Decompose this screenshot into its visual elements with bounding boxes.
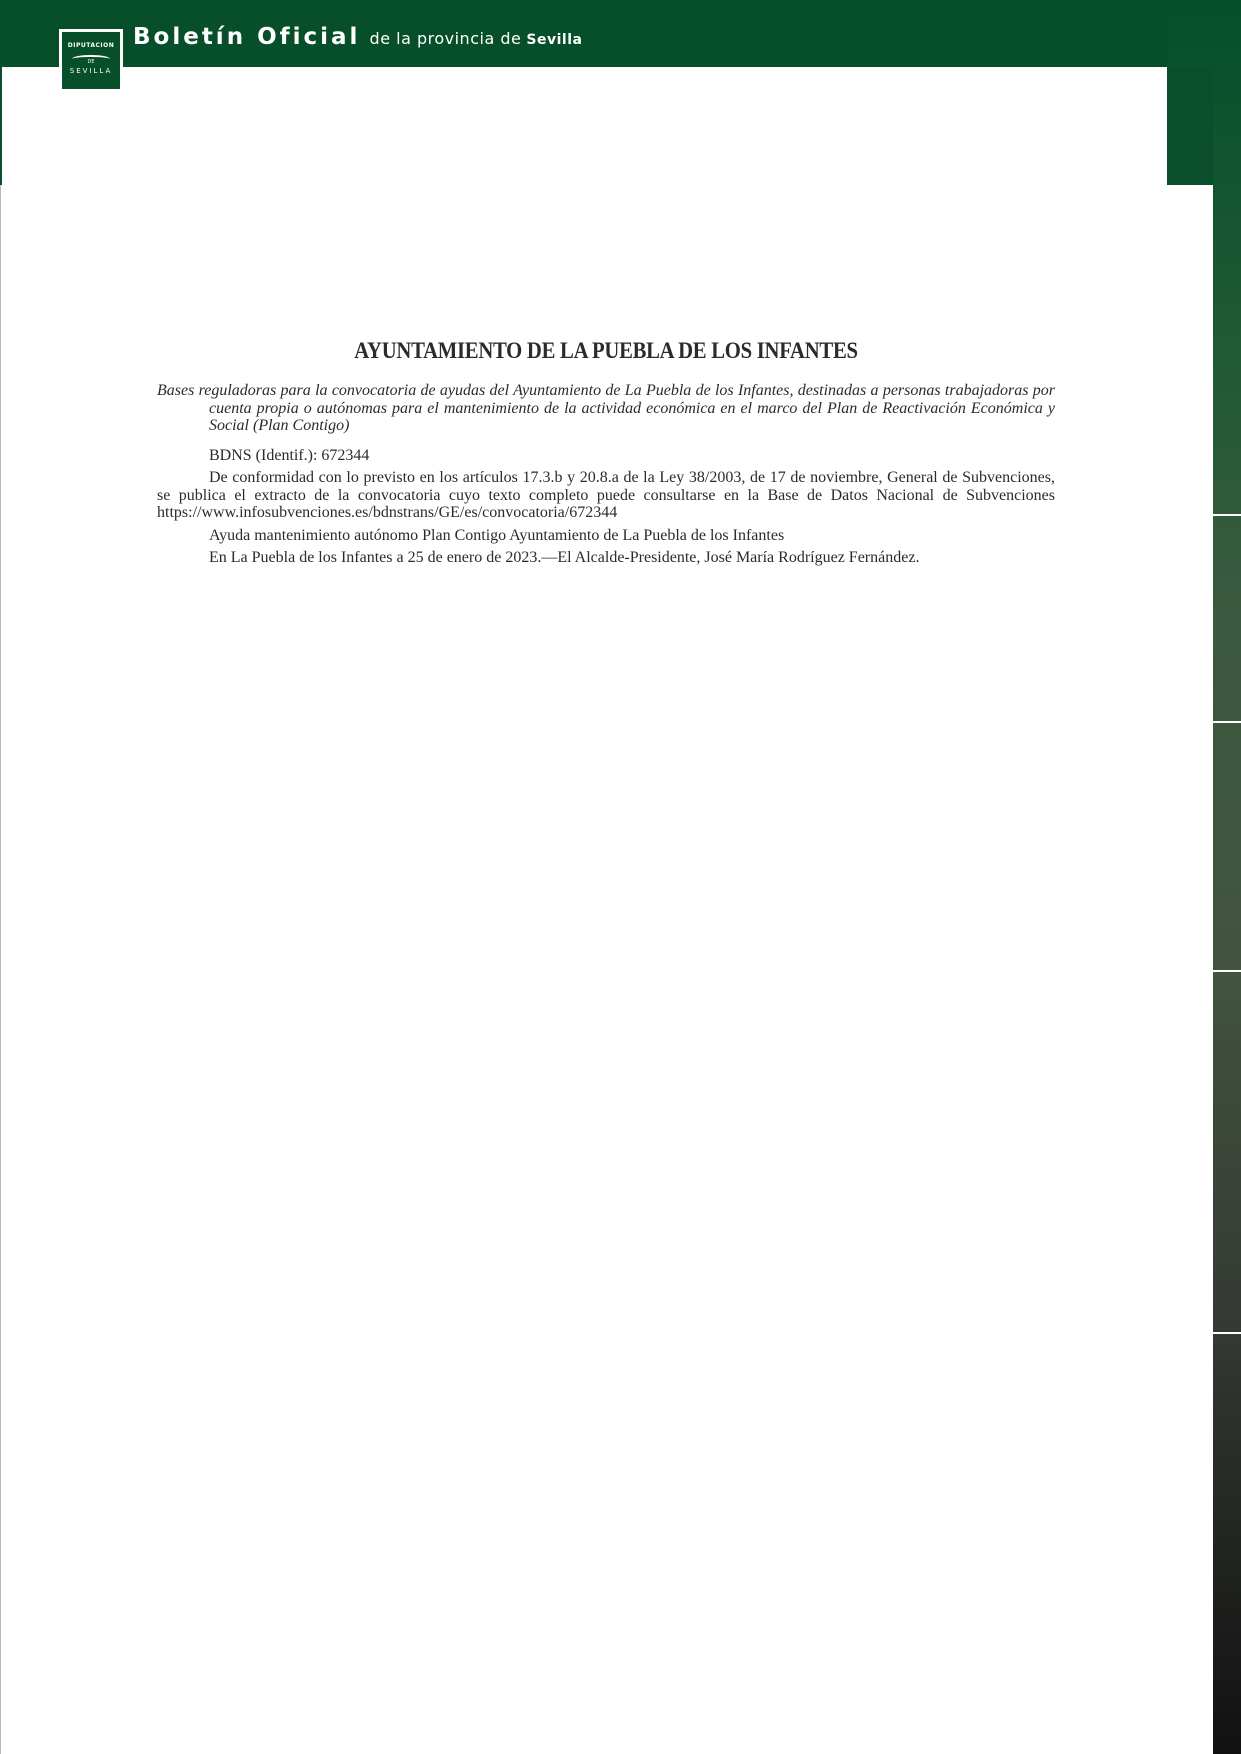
logo-top-text: DIPUTACION [67,42,115,49]
title-city: Sevilla [526,32,583,48]
aid-title: Ayuda mantenimiento autónomo Plan Contigo Ayuntamiento de La Puebla de los Infantes [209,526,785,544]
entity-heading: AYUNTAMIENTO DE LA PUEBLA DE LOS INFANTES [354,338,858,363]
diputacion-logo [59,29,123,92]
logo-emblem [62,32,120,89]
section-tab-divider [1213,970,1241,972]
left-edge-line [0,185,1,1754]
publication-title [133,24,582,50]
left-edge-green [0,60,2,185]
body-paragraph: De conformidad con lo previsto en los artículos 17.3.b y 20.8.a de la Ley 38/2003, de 17 de noviembre, General de Subvenciones, se publica el extracto de la convocatoria cuyo texto completo puede consultarse en la Base de Datos Nacional de Subvenciones https://www.infosubvenciones.es/bdnstrans/GE/es/convocatoria/672344 [157,469,1055,521]
upper-side-strip [1167,67,1213,185]
logo-bottom-text: SEVILLA [69,67,113,75]
section-tab-divider [1213,721,1241,723]
title-main: Boletín Oficial [133,24,361,50]
logo-middle-text: DE [87,59,95,65]
section-tab-divider [1213,1332,1241,1334]
title-sub: de la provincia de [369,29,522,48]
bdns-identifier: BDNS (Identif.): 672344 [209,446,370,464]
document-content [157,338,1055,572]
section-tab-divider [1213,514,1241,516]
document-summary: Bases reguladoras para la convocatoria de ayudas del Ayuntamiento de La Puebla de los Infantes, destinadas a personas trabajadoras por cuenta propia o autónomas para el mantenimiento de la actividad económica en el marco del Plan de Reactivación Económica y Social (Plan Contigo) [157,382,1055,434]
signature-line: En La Puebla de los Infantes a 25 de enero de 2023.—El Alcalde-Presidente, José María Rodríguez Fernández. [209,549,920,566]
